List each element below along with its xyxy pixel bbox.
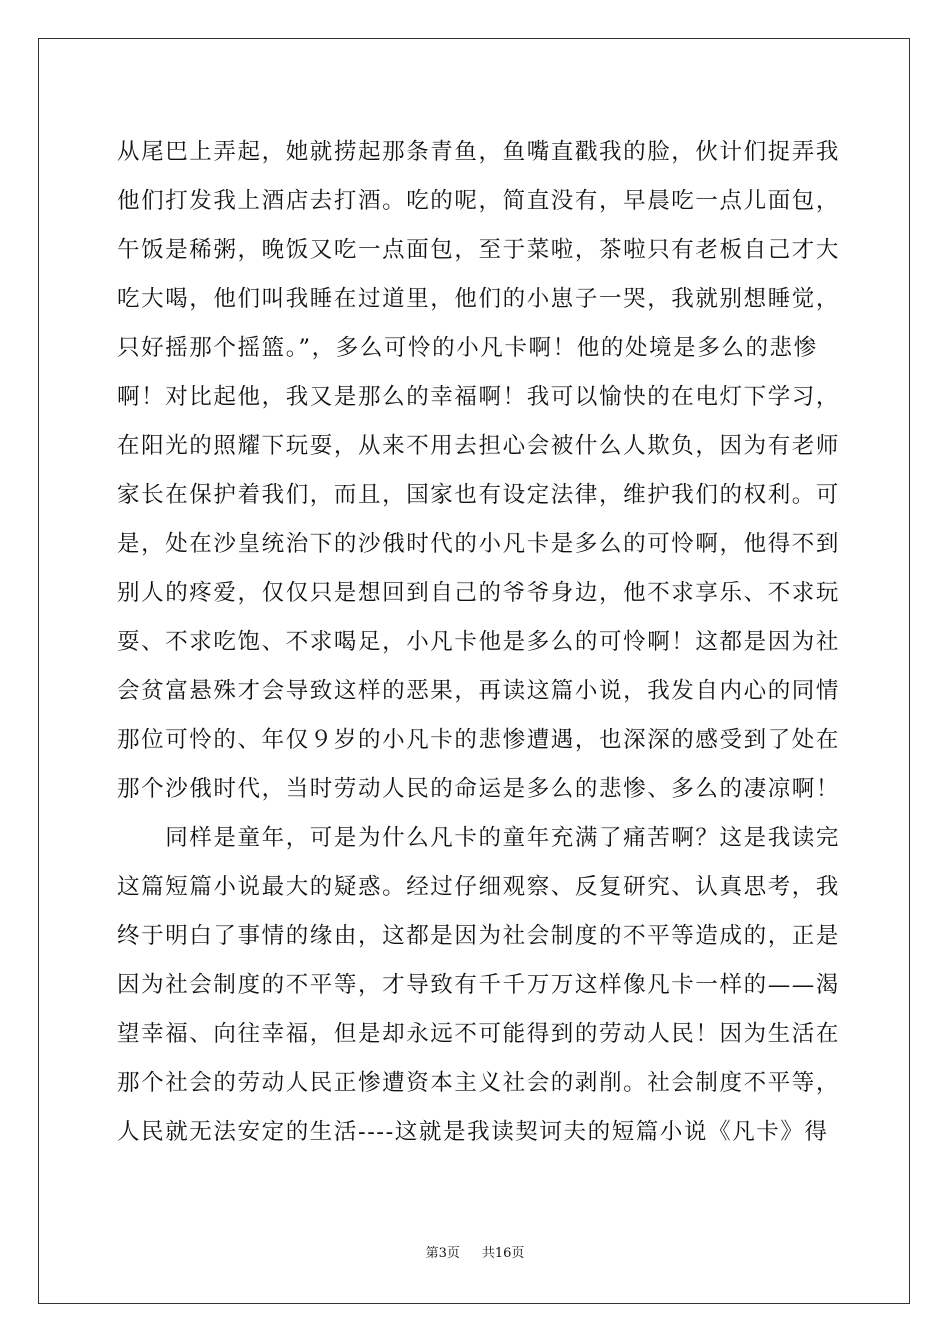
text-line: 那个社会的劳动人民正惨遭资本主义社会的剥削。社会制度不平等， <box>117 1070 841 1096</box>
text-line: 这篇短篇小说最大的疑惑。经过仔细观察、反复研究、认真思考，我 <box>117 874 841 900</box>
page-total: 共16页 <box>481 1246 525 1261</box>
text-line: 家长在保护着我们，而且，国家也有设定法律，维护我们的权利。可 <box>117 482 841 508</box>
text-line: 啊！对比起他，我又是那么的幸福啊！我可以愉快的在电灯下学习， <box>117 384 841 410</box>
document-body <box>117 128 841 1157</box>
text-line: 只好摇那个摇篮。”，多么可怜的小凡卡啊！他的处境是多么的悲惨 <box>117 335 818 361</box>
text-line: 因为社会制度的不平等，才导致有千千万万这样像凡卡一样的——渴 <box>117 972 841 998</box>
text-line: 午饭是稀粥，晚饭又吃一点面包，至于菜啦，茶啦只有老板自己才大 <box>117 237 841 263</box>
text-line: 耍、不求吃饱、不求喝足，小凡卡他是多么的可怜啊！这都是因为社 <box>117 629 841 655</box>
text-line: 吃大喝，他们叫我睡在过道里，他们的小崽子一哭，我就别想睡觉， <box>117 286 841 312</box>
text-line: 那位可怜的、年仅９岁的小凡卡的悲惨遭遇，也深深的感受到了处在 <box>117 727 841 753</box>
page-footer <box>0 1245 950 1263</box>
text-line: 在阳光的照耀下玩耍，从来不用去担心会被什么人欺负，因为有老师 <box>117 433 841 459</box>
page-number: 第3页 <box>425 1246 460 1261</box>
text-line: 同样是童年，可是为什么凡卡的童年充满了痛苦啊？这是我读完 <box>117 825 841 851</box>
text-line: 望幸福、向往幸福，但是却永远不可能得到的劳动人民！因为生活在 <box>117 1021 841 1047</box>
text-line: 终于明白了事情的缘由，这都是因为社会制度的不平等造成的，正是 <box>117 923 841 949</box>
text-line: 是，处在沙皇统治下的沙俄时代的小凡卡是多么的可怜啊，他得不到 <box>117 531 841 557</box>
text-line: 那个沙俄时代，当时劳动人民的命运是多么的悲惨、多么的凄凉啊！ <box>117 776 841 802</box>
text-line: 他们打发我上酒店去打酒。吃的呢，简直没有，早晨吃一点儿面包， <box>117 188 841 214</box>
text-line: 会贫富悬殊才会导致这样的恶果，再读这篇小说，我发自内心的同情 <box>117 678 841 704</box>
text-line: 从尾巴上弄起，她就捞起那条青鱼，鱼嘴直戳我的脸，伙计们捉弄我 <box>117 139 841 165</box>
text-line: 别人的疼爱，仅仅只是想回到自己的爷爷身边，他不求享乐、不求玩 <box>117 580 841 606</box>
text-line: 人民就无法安定的生活----这就是我读契诃夫的短篇小说《凡卡》得 <box>117 1119 829 1145</box>
